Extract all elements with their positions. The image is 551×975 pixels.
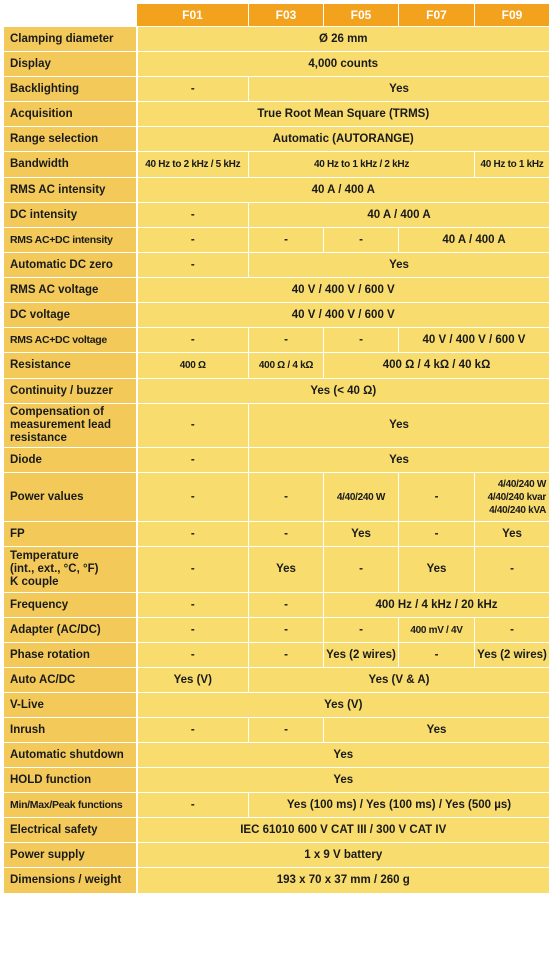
cell-value: 40 Hz to 1 kHz / 2 kHz (313, 159, 410, 170)
cell-value: Yes (351, 527, 371, 540)
cell-value: - (190, 453, 195, 466)
table-row (4, 77, 550, 102)
table-cell (324, 618, 399, 643)
row-label-text: DC intensity (10, 208, 78, 221)
column-header-f01: F01 (137, 4, 249, 27)
header-row (4, 4, 550, 27)
row-label (4, 473, 137, 522)
table-cell (137, 278, 550, 303)
row-label-text: DC voltage (10, 308, 71, 321)
spec-table (3, 3, 550, 894)
table-cell (249, 228, 324, 253)
row-label (4, 77, 137, 102)
table-row (4, 253, 550, 278)
cell-value: 400 Ω (179, 360, 206, 371)
table-cell (324, 593, 550, 618)
row-label (4, 228, 137, 253)
row-label-text: Compensation of measurement lead resistance (10, 406, 111, 444)
row-label (4, 379, 137, 404)
cell-value: - (284, 623, 288, 636)
row-label-text: Bandwidth (10, 158, 69, 170)
table-cell (399, 547, 475, 593)
cell-value: Ø 26 mm (318, 32, 368, 45)
cell-value: - (284, 648, 288, 661)
table-cell (324, 228, 399, 253)
cell-value: 40 A / 400 A (442, 233, 506, 246)
table-cell (137, 768, 550, 793)
cell-value: 4/40/240 W 4/40/240 kvar 4/40/240 kVA (487, 478, 546, 516)
table-row (4, 127, 550, 152)
cell-value: 40 Hz to 2 kHz / 5 kHz (145, 159, 241, 170)
row-label-text: RMS AC voltage (10, 283, 99, 296)
cell-value: Yes (502, 527, 522, 540)
table-cell (399, 522, 475, 547)
row-label-text: Min/Max/Peak functions (10, 798, 123, 811)
table-cell (249, 618, 324, 643)
row-label (4, 253, 137, 278)
row-label (4, 278, 137, 303)
cell-value: Yes (100 ms) / Yes (100 ms) / Yes (500 µs) (286, 798, 512, 811)
table-cell (137, 102, 550, 127)
table-cell (137, 127, 550, 152)
cell-value: Yes (V & A) (368, 673, 430, 686)
cell-value: Yes (< 40 Ω) (310, 384, 377, 397)
cell-value: Yes (V) (324, 698, 363, 711)
row-label (4, 593, 137, 618)
table-cell (249, 522, 324, 547)
column-header-f03: F03 (249, 4, 324, 27)
cell-value: True Root Mean Square (TRMS) (257, 107, 430, 120)
row-label-text: Backlighting (10, 82, 80, 95)
table-row (4, 473, 550, 522)
table-cell (249, 593, 324, 618)
table-cell (137, 152, 249, 178)
table-cell (137, 793, 249, 818)
cell-value: - (510, 563, 514, 575)
table-cell (475, 618, 550, 643)
row-label (4, 693, 137, 718)
table-cell (249, 328, 324, 353)
row-label-text: Dimensions / weight (10, 874, 122, 886)
row-label-text: Phase rotation (10, 648, 90, 661)
cell-value: Yes (V) (173, 673, 212, 686)
cell-value: Yes (276, 563, 296, 575)
row-label-text: FP (10, 527, 25, 540)
cell-value: - (434, 648, 439, 661)
table-cell (324, 328, 399, 353)
table-row (4, 178, 550, 203)
table-row (4, 618, 550, 643)
table-cell (137, 52, 550, 77)
table-row (4, 52, 550, 77)
column-header-f07: F07 (399, 4, 475, 27)
table-cell (137, 522, 249, 547)
table-row (4, 718, 550, 743)
cell-value: 400 Ω / 4 kΩ / 40 kΩ (382, 359, 491, 371)
table-cell (137, 379, 550, 404)
table-row (4, 152, 550, 178)
table-cell (249, 152, 475, 178)
cell-value: 193 x 70 x 37 mm / 260 g (276, 874, 410, 886)
cell-value: 40 V / 400 V / 600 V (422, 333, 526, 346)
header-corner (4, 4, 137, 27)
row-label-text: Diode (10, 453, 42, 466)
row-label (4, 643, 137, 668)
table-cell (137, 27, 550, 52)
row-label-text: RMS AC intensity (10, 183, 106, 196)
cell-value: 400 mV / 4V (410, 624, 463, 636)
cell-value: - (284, 490, 288, 503)
cell-value: Yes (333, 773, 354, 786)
row-label (4, 152, 137, 178)
cell-value: Yes (389, 258, 409, 271)
table-cell (137, 693, 550, 718)
table-row (4, 818, 550, 843)
table-row (4, 793, 550, 818)
table-cell (137, 77, 249, 102)
cell-value: Yes (2 wires) (326, 648, 396, 661)
table-cell (137, 328, 249, 353)
row-label-text: Resistance (10, 359, 71, 371)
cell-value: Yes (2 wires) (477, 648, 547, 661)
table-cell (249, 547, 324, 593)
table-row (4, 448, 550, 473)
table-cell (324, 473, 399, 522)
cell-value: - (190, 648, 195, 661)
cell-value: 40 V / 400 V / 600 V (291, 308, 395, 321)
table-cell (324, 547, 399, 593)
table-cell (475, 522, 550, 547)
row-label (4, 448, 137, 473)
cell-value: 4,000 counts (308, 57, 379, 70)
row-label-text: V-Live (10, 698, 44, 711)
row-label (4, 718, 137, 743)
table-cell (324, 522, 399, 547)
cell-value: - (190, 258, 195, 271)
cell-value: 400 Hz / 4 kHz / 20 kHz (375, 598, 498, 611)
row-label-text: Power supply (10, 848, 85, 861)
table-cell (137, 818, 550, 843)
row-label-text: Automatic DC zero (10, 258, 113, 271)
cell-value: - (190, 723, 195, 736)
table-cell (249, 473, 324, 522)
table-cell (249, 668, 550, 693)
table-cell (249, 793, 550, 818)
table-cell (475, 547, 550, 593)
table-row (4, 693, 550, 718)
row-label-text: Display (10, 57, 51, 70)
row-label (4, 818, 137, 843)
cell-value: Yes (389, 419, 409, 431)
cell-value: - (284, 527, 288, 540)
table-cell (137, 353, 249, 379)
table-row (4, 522, 550, 547)
row-label-text: Power values (10, 490, 84, 503)
table-cell (399, 473, 475, 522)
table-cell (249, 353, 324, 379)
table-cell (137, 203, 249, 228)
table-cell (137, 843, 550, 868)
cell-value: - (359, 333, 363, 346)
cell-value: - (190, 333, 195, 346)
table-cell (137, 178, 550, 203)
table-cell (249, 77, 550, 102)
cell-value: 4/40/240 W (336, 491, 386, 503)
row-label-text: RMS AC+DC intensity (10, 233, 113, 246)
table-cell (137, 404, 249, 448)
table-cell (249, 404, 550, 448)
column-header-f05: F05 (324, 4, 399, 27)
cell-value: - (434, 490, 439, 503)
table-row (4, 228, 550, 253)
row-label-text: RMS AC+DC voltage (10, 333, 107, 346)
table-body (4, 27, 550, 894)
table-cell (475, 643, 550, 668)
cell-value: - (190, 563, 195, 575)
row-label-text: Continuity / buzzer (10, 384, 113, 397)
row-label (4, 353, 137, 379)
table-row (4, 868, 550, 894)
table-cell (137, 228, 249, 253)
table-cell (249, 203, 550, 228)
table-cell (475, 152, 550, 178)
row-label (4, 793, 137, 818)
column-header-f09: F09 (475, 4, 550, 27)
cell-value: 40 V / 400 V / 600 V (291, 283, 395, 296)
row-label-text: Temperature (int., ext., °C, °F) K couple (10, 550, 99, 588)
row-label-text: Auto AC/DC (10, 673, 76, 686)
table-row (4, 203, 550, 228)
cell-value: - (190, 419, 195, 431)
table-row (4, 27, 550, 52)
cell-value: 40 A / 400 A (367, 208, 431, 221)
cell-value: - (190, 233, 195, 246)
table-cell (324, 353, 550, 379)
table-cell (137, 473, 249, 522)
table-cell (324, 718, 550, 743)
table-cell (399, 328, 550, 353)
cell-value: - (284, 598, 288, 611)
row-label (4, 52, 137, 77)
cell-value: - (190, 82, 195, 95)
table-cell (249, 643, 324, 668)
table-row (4, 743, 550, 768)
table-row (4, 379, 550, 404)
row-label (4, 618, 137, 643)
row-label (4, 203, 137, 228)
table-cell (137, 743, 550, 768)
table-row (4, 668, 550, 693)
cell-value: - (434, 527, 439, 540)
cell-value: - (190, 798, 195, 811)
table-row (4, 303, 550, 328)
cell-value: IEC 61010 600 V CAT III / 300 V CAT IV (240, 823, 447, 836)
table-cell (249, 253, 550, 278)
row-label (4, 843, 137, 868)
table-cell (137, 593, 249, 618)
cell-value: - (190, 623, 195, 636)
row-label (4, 102, 137, 127)
table-cell (137, 643, 249, 668)
table-row (4, 593, 550, 618)
table-row (4, 102, 550, 127)
table-cell (137, 303, 550, 328)
row-label (4, 27, 137, 52)
row-label (4, 303, 137, 328)
row-label-text: Automatic shutdown (10, 748, 124, 761)
table-cell (137, 448, 249, 473)
table-cell (137, 718, 249, 743)
table-cell (137, 547, 249, 593)
row-label (4, 668, 137, 693)
table-row (4, 328, 550, 353)
row-label (4, 768, 137, 793)
table-cell (399, 618, 475, 643)
table-row (4, 768, 550, 793)
row-label-text: Inrush (10, 723, 46, 736)
cell-value: - (190, 208, 195, 221)
table-row (4, 547, 550, 593)
table-cell (249, 448, 550, 473)
table-row (4, 643, 550, 668)
row-label-text: Frequency (10, 598, 69, 611)
cell-value: - (359, 563, 363, 575)
row-label-text: HOLD function (10, 773, 92, 786)
table-row (4, 404, 550, 448)
table-cell (399, 643, 475, 668)
cell-value: 40 A / 400 A (311, 183, 375, 196)
cell-value: Yes (333, 748, 354, 761)
row-label (4, 868, 137, 894)
cell-value: Yes (389, 453, 409, 466)
cell-value: Yes (426, 563, 447, 575)
table-cell (249, 718, 324, 743)
row-label-text: Adapter (AC/DC) (10, 623, 101, 636)
table-row (4, 843, 550, 868)
cell-value: - (510, 623, 514, 636)
row-label-text: Clamping diameter (10, 32, 114, 45)
table-cell (137, 618, 249, 643)
table-row (4, 278, 550, 303)
cell-value: - (190, 527, 195, 540)
cell-value: - (190, 598, 195, 611)
row-label (4, 328, 137, 353)
table-cell (475, 473, 550, 522)
cell-value: - (284, 233, 288, 246)
cell-value: - (359, 623, 363, 636)
table-cell (137, 868, 550, 894)
row-label (4, 178, 137, 203)
cell-value: - (359, 233, 363, 246)
cell-value: 400 Ω / 4 kΩ (258, 360, 314, 371)
cell-value: Automatic (AUTORANGE) (272, 132, 414, 145)
row-label (4, 404, 137, 448)
row-label-text: Acquisition (10, 107, 73, 120)
cell-value: - (284, 723, 288, 736)
table-cell (324, 643, 399, 668)
row-label-text: Electrical safety (10, 823, 98, 836)
row-label (4, 127, 137, 152)
table-cell (137, 253, 249, 278)
table-cell (399, 228, 550, 253)
cell-value: - (284, 333, 288, 346)
cell-value: - (190, 490, 195, 503)
row-label (4, 522, 137, 547)
table-cell (137, 668, 249, 693)
row-label-text: Range selection (10, 132, 99, 145)
cell-value: 40 Hz to 1 kHz (480, 159, 544, 170)
cell-value: Yes (426, 723, 447, 736)
cell-value: 1 x 9 V battery (304, 848, 383, 861)
table-row (4, 353, 550, 379)
cell-value: Yes (389, 82, 409, 95)
row-label (4, 743, 137, 768)
row-label (4, 547, 137, 593)
